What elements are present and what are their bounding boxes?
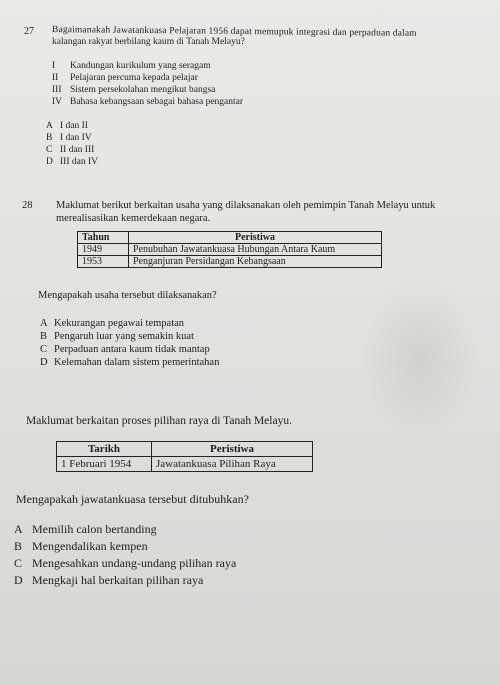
table-cell: Jawatankuasa Pilihan Raya bbox=[152, 457, 313, 472]
q27-number: 27 bbox=[24, 26, 34, 37]
q27-option-c[interactable]: C II dan III bbox=[46, 145, 95, 155]
table-header: Peristiwa bbox=[152, 442, 313, 457]
table-header-row bbox=[57, 442, 313, 457]
q27-option-d[interactable]: D III dan IV bbox=[46, 157, 98, 167]
q27-statement: III Sistem persekolahan mengikut bangsa bbox=[52, 85, 216, 95]
table-header-row bbox=[78, 232, 382, 244]
q28-option-c[interactable]: C Perpaduan antara kaum tidak mantap bbox=[40, 344, 210, 355]
q27-option-b[interactable]: B I dan IV bbox=[46, 133, 92, 143]
q28-option-b[interactable]: B Pengaruh luar yang semakin kuat bbox=[40, 331, 194, 342]
q28-stem-line2: merealisasikan kemerdekaan negara. bbox=[56, 213, 211, 224]
q27-statement: II Pelajaran percuma kepada pelajar bbox=[52, 73, 198, 83]
q29-question: Mengapakah jawatankuasa tersebut ditubuhkan? bbox=[16, 492, 249, 506]
table-cell: Penganjuran Persidangan Kebangsaan bbox=[129, 256, 382, 268]
table-cell: 1 Februari 1954 bbox=[57, 457, 152, 472]
q28-stem-line1: Maklumat berikut berkaitan usaha yang dilaksanakan oleh pemimpin Tanah Melayu untuk bbox=[56, 200, 436, 211]
q29-info-table bbox=[56, 441, 313, 472]
q29-option-d[interactable]: D Mengkaji hal berkaitan pilihan raya bbox=[14, 573, 204, 587]
paper-smudge bbox=[360, 280, 480, 440]
q28-option-a[interactable]: A Kekurangan pegawai tempatan bbox=[40, 318, 185, 329]
q29-option-b[interactable]: B Mengendalikan kempen bbox=[14, 539, 148, 553]
table-header: Peristiwa bbox=[129, 232, 382, 244]
table-row bbox=[78, 244, 382, 256]
q27-stem-line1: Bagaimanakah Jawatankuasa Pelajaran 1956 dapat memupuk integrasi dan perpaduan dalam bbox=[51, 25, 417, 39]
table-cell: Penubuhan Jawatankuasa Hubungan Antara Kaum bbox=[129, 244, 382, 256]
q28-question: Mengapakah usaha tersebut dilaksanakan? bbox=[38, 290, 217, 301]
q28-option-d[interactable]: D Kelemahan dalam sistem pemerintahan bbox=[40, 357, 220, 368]
q28-number: 28 bbox=[22, 200, 33, 211]
q29-stem-line1: Maklumat berkaitan proses pilihan raya di Tanah Melayu. bbox=[26, 415, 292, 427]
q28-info-table bbox=[77, 231, 382, 268]
table-header: Tarikh bbox=[57, 442, 152, 457]
table-row bbox=[78, 256, 382, 268]
table-cell: 1953 bbox=[78, 256, 129, 268]
q29-option-c[interactable]: C Mengesahkan undang-undang pilihan raya bbox=[14, 556, 237, 570]
q27-option-a[interactable]: A I dan II bbox=[46, 121, 88, 131]
table-header: Tahun bbox=[78, 232, 129, 244]
q27-statement: I Kandungan kurikulum yang seragam bbox=[52, 61, 211, 71]
q27-stem-line2: kalangan rakyat berbilang kaum di Tanah Melayu? bbox=[52, 37, 245, 47]
q27-statement: IV Bahasa kebangsaan sebagai bahasa pengantar bbox=[52, 97, 244, 107]
table-row bbox=[57, 457, 313, 472]
table-cell: 1949 bbox=[78, 244, 129, 256]
q29-option-a[interactable]: A Memilih calon bertanding bbox=[14, 522, 157, 536]
